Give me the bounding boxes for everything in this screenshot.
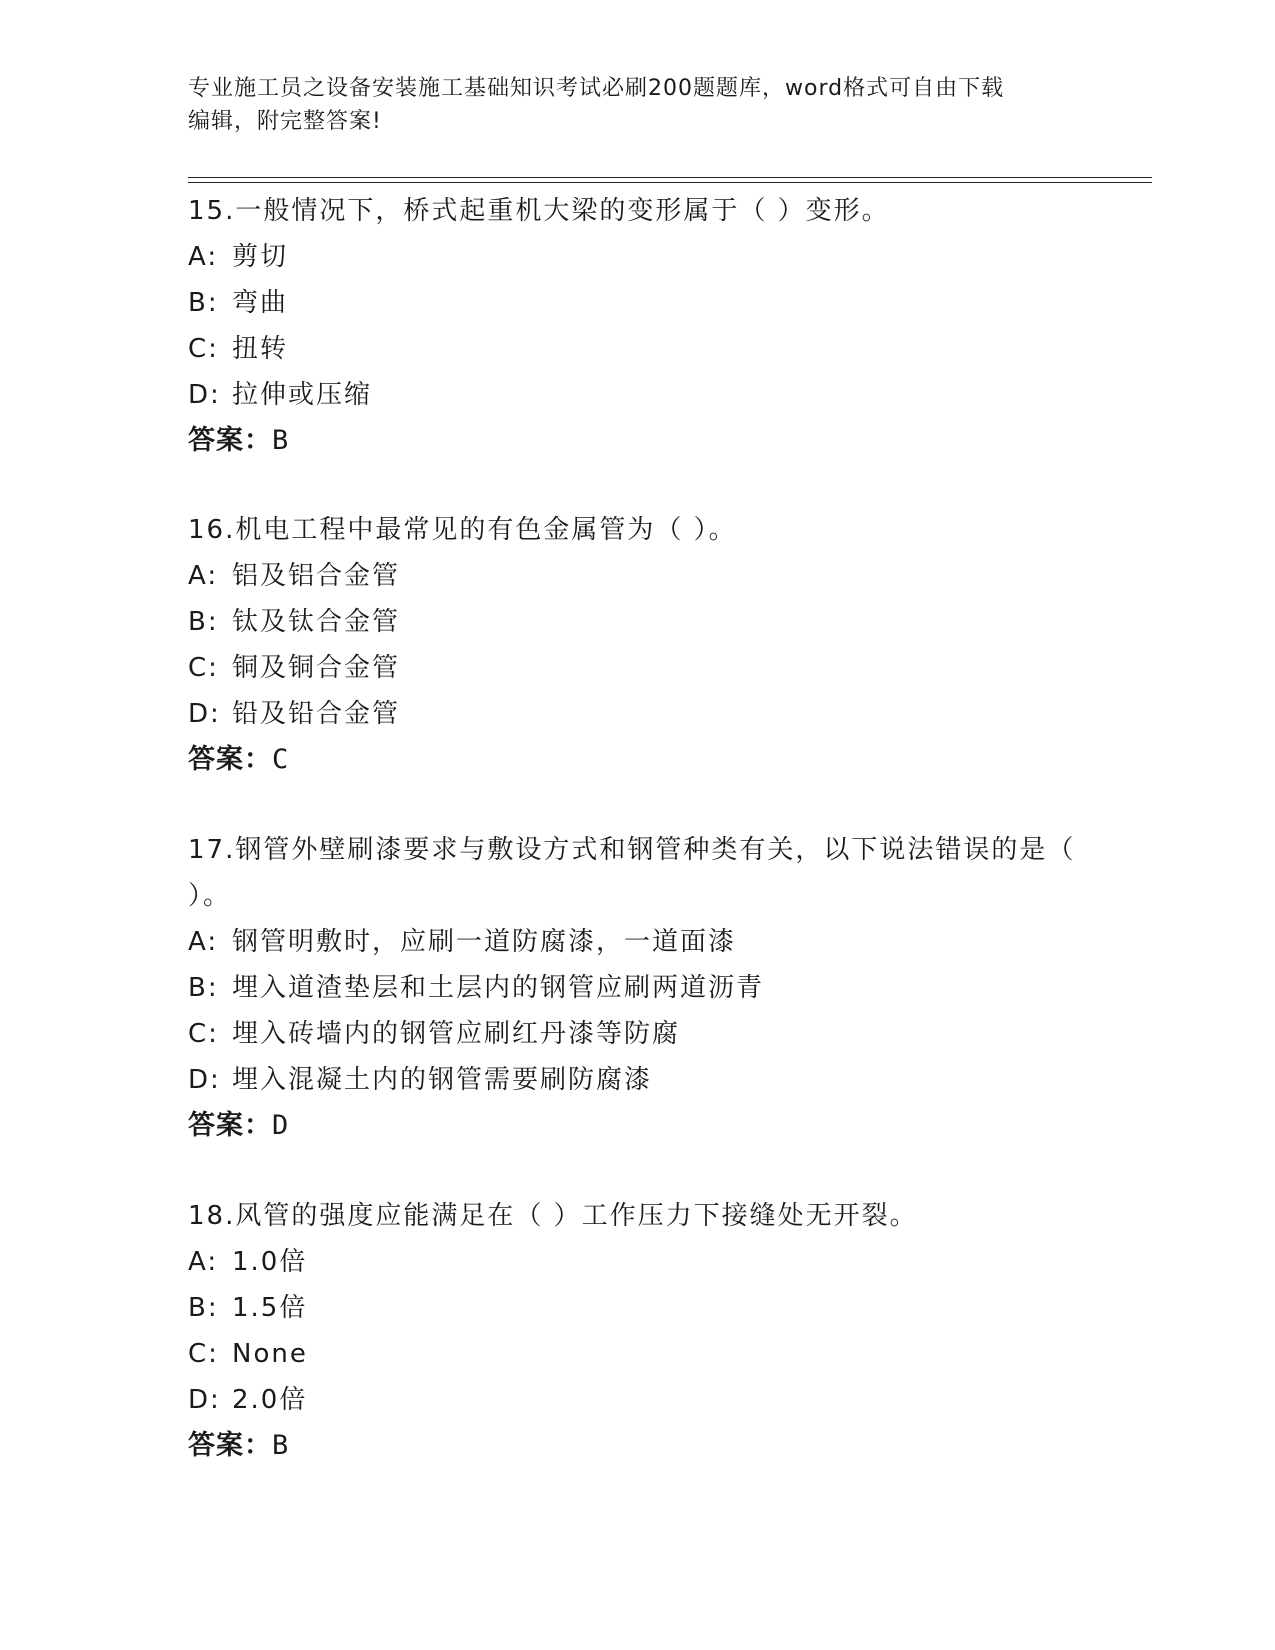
option-text: 1.5倍 [232,1293,308,1323]
option-a [188,1239,1088,1285]
answer-value: B [272,1430,290,1461]
option-a [188,234,1088,280]
question-stem: 15.一般情况下，桥式起重机大梁的变形属于（ ）变形。 [188,196,890,226]
option-text: 埋入砖墙内的钢管应刷红丹漆等防腐 [232,1019,681,1049]
option-d [188,691,1088,737]
option-c [188,1011,1088,1057]
option-letter: D: [188,1065,221,1095]
option-letter: B: [188,1293,219,1323]
option-d [188,372,1088,418]
option-text: 铜及铜合金管 [232,653,401,683]
option-text: 1.0倍 [232,1247,308,1277]
answer-line [188,737,1088,783]
option-text: 铅及铅合金管 [232,699,401,729]
question-18 [188,1193,1088,1469]
question-stem: 16.机电工程中最常见的有色金属管为（ ）。 [188,515,737,545]
question-17 [188,827,1088,1149]
option-letter: C: [188,334,219,364]
option-c [188,1331,1088,1377]
answer-value: D [272,1110,290,1141]
option-b [188,280,1088,326]
option-b [188,1285,1088,1331]
option-text: 钢管明敷时，应刷一道防腐漆，一道面漆 [232,927,737,957]
option-letter: C: [188,653,219,683]
option-c [188,326,1088,372]
option-letter: C: [188,1019,219,1049]
question-stem: 18.风管的强度应能满足在（ ）工作压力下接缝处无开裂。 [188,1201,918,1231]
answer-line [188,1103,1088,1149]
option-d [188,1377,1088,1423]
answer-label: 答案： [188,425,272,456]
option-b [188,599,1088,645]
option-letter: B: [188,607,219,637]
question-16 [188,507,1088,783]
answer-line [188,1423,1088,1469]
answer-label: 答案： [188,744,272,775]
answer-value: B [272,425,290,456]
option-letter: A: [188,1247,219,1277]
header-divider-top [188,177,1152,178]
option-letter: B: [188,973,219,1003]
option-letter: A: [188,927,219,957]
option-d [188,1057,1088,1103]
document-header [188,72,1088,138]
header-divider-bottom [188,182,1152,183]
option-b [188,965,1088,1011]
question-15 [188,188,1088,464]
option-c [188,645,1088,691]
option-a [188,553,1088,599]
answer-label: 答案： [188,1110,272,1141]
option-text: 钛及钛合金管 [232,607,401,637]
option-letter: D: [188,1385,221,1415]
option-text: 拉伸或压缩 [232,380,373,410]
option-text: None [232,1339,308,1369]
option-text: 埋入混凝土内的钢管需要刷防腐漆 [232,1065,653,1095]
option-letter: A: [188,242,219,272]
option-letter: A: [188,561,219,591]
option-letter: B: [188,288,219,318]
option-letter: C: [188,1339,219,1369]
option-a [188,919,1088,965]
header-line-1: 专业施工员之设备安装施工基础知识考试必刷200题题库，word格式可自由下载 [188,76,1005,101]
option-letter: D: [188,699,221,729]
answer-label: 答案： [188,1430,272,1461]
question-stem: 17.钢管外壁刷漆要求与敷设方式和钢管种类有关，以下说法错误的是（ ）。 [188,835,1076,911]
option-text: 埋入道渣垫层和土层内的钢管应刷两道沥青 [232,973,765,1003]
option-text: 扭转 [232,334,289,364]
option-text: 剪切 [232,242,289,272]
option-text: 弯曲 [232,288,289,318]
answer-line [188,418,1088,464]
option-text: 铝及铝合金管 [232,561,401,591]
answer-value: C [272,744,290,775]
header-line-2: 编辑，附完整答案! [188,109,382,134]
option-letter: D: [188,380,221,410]
option-text: 2.0倍 [232,1385,308,1415]
